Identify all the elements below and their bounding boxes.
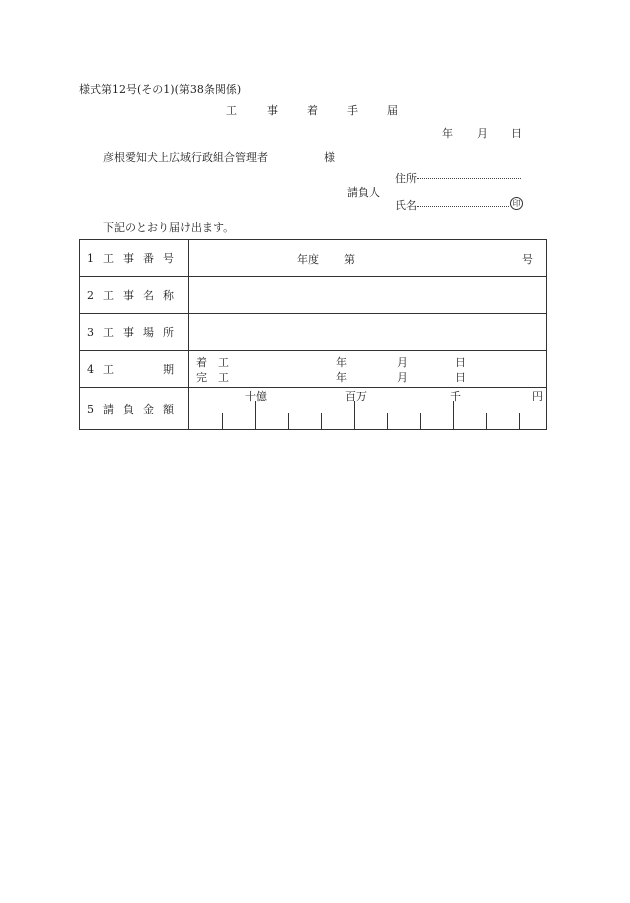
row-label-char: 名 xyxy=(143,289,154,302)
intro-text: 下記のとおり届け出ます。 xyxy=(103,221,235,234)
row-label xyxy=(80,277,189,314)
row-label-char: 称 xyxy=(163,289,174,302)
row-label-char: 事 xyxy=(123,326,134,339)
end-day-label: 日 xyxy=(455,371,466,384)
title-char: 着 xyxy=(307,104,318,117)
dai-label: 第 xyxy=(344,253,355,266)
construction-form-table xyxy=(79,239,547,430)
row-label-char: 工 xyxy=(103,326,114,339)
construction-name-field[interactable] xyxy=(189,277,547,314)
end-month-label: 月 xyxy=(397,371,408,384)
row-label xyxy=(80,240,189,277)
row-number: 1 xyxy=(87,252,94,265)
row-number: 3 xyxy=(87,326,94,339)
date-year-label: 年 xyxy=(442,127,453,140)
row-number: 4 xyxy=(87,363,94,376)
contract-amount-field[interactable] xyxy=(189,388,547,430)
title-char: 手 xyxy=(347,104,358,117)
row-label-char: 事 xyxy=(123,289,134,302)
date-day-label: 日 xyxy=(511,127,522,140)
digit-separators xyxy=(189,388,554,429)
fiscal-year-label: 年度 xyxy=(297,253,319,266)
name-line[interactable] xyxy=(417,206,509,207)
addressee-honorific: 様 xyxy=(324,151,335,164)
seal-mark-icon: 印 xyxy=(510,197,523,210)
row-label-char: 期 xyxy=(163,363,174,376)
name-label: 氏名 xyxy=(395,199,417,212)
start-month-label: 月 xyxy=(397,356,408,369)
table-row xyxy=(80,351,547,388)
table-row xyxy=(80,277,547,314)
unit-sen: 千 xyxy=(450,390,461,403)
row-number: 5 xyxy=(87,402,94,416)
end-year-label: 年 xyxy=(336,371,347,384)
row-number: 2 xyxy=(87,289,94,302)
row-label-char: 工 xyxy=(103,252,114,265)
contractor-label: 請負人 xyxy=(347,186,380,199)
row-label-char: 工 xyxy=(103,289,114,302)
row-label xyxy=(80,314,189,351)
row-label xyxy=(80,388,189,430)
address-line[interactable] xyxy=(417,178,521,179)
table-row xyxy=(80,240,547,277)
construction-site-field[interactable] xyxy=(189,314,547,351)
title-char: 届 xyxy=(387,104,398,117)
end-label: 完 工 xyxy=(196,371,229,384)
go-label: 号 xyxy=(522,253,533,266)
row-label-char: 金 xyxy=(143,402,154,416)
construction-number-field[interactable] xyxy=(189,240,547,277)
start-label: 着 工 xyxy=(196,356,229,369)
row-label-char: 負 xyxy=(123,402,134,416)
form-number: 様式第12号(その1)(第38条関係) xyxy=(79,83,242,96)
start-year-label: 年 xyxy=(336,356,347,369)
unit-hyakuman: 百万 xyxy=(345,390,367,403)
address-label: 住所 xyxy=(395,172,417,185)
unit-en: 円 xyxy=(532,390,543,403)
row-label-char: 号 xyxy=(163,252,174,265)
table-row xyxy=(80,314,547,351)
row-label-char: 工 xyxy=(103,363,114,376)
table-row xyxy=(80,388,547,430)
row-label-char: 場 xyxy=(143,326,154,339)
row-label-char: 所 xyxy=(163,326,174,339)
construction-period-field[interactable] xyxy=(189,351,547,388)
start-day-label: 日 xyxy=(455,356,466,369)
row-label xyxy=(80,351,189,388)
title-char: 事 xyxy=(267,104,278,117)
row-label-char: 請 xyxy=(103,402,114,416)
row-label-char: 事 xyxy=(123,252,134,265)
row-label-char: 額 xyxy=(163,402,174,416)
addressee-name: 彦根愛知犬上広域行政組合管理者 xyxy=(103,151,268,164)
date-month-label: 月 xyxy=(477,127,488,140)
unit-jikkoku: 十億 xyxy=(245,390,267,403)
row-label-char: 番 xyxy=(143,252,154,265)
title-char: 工 xyxy=(226,104,237,117)
